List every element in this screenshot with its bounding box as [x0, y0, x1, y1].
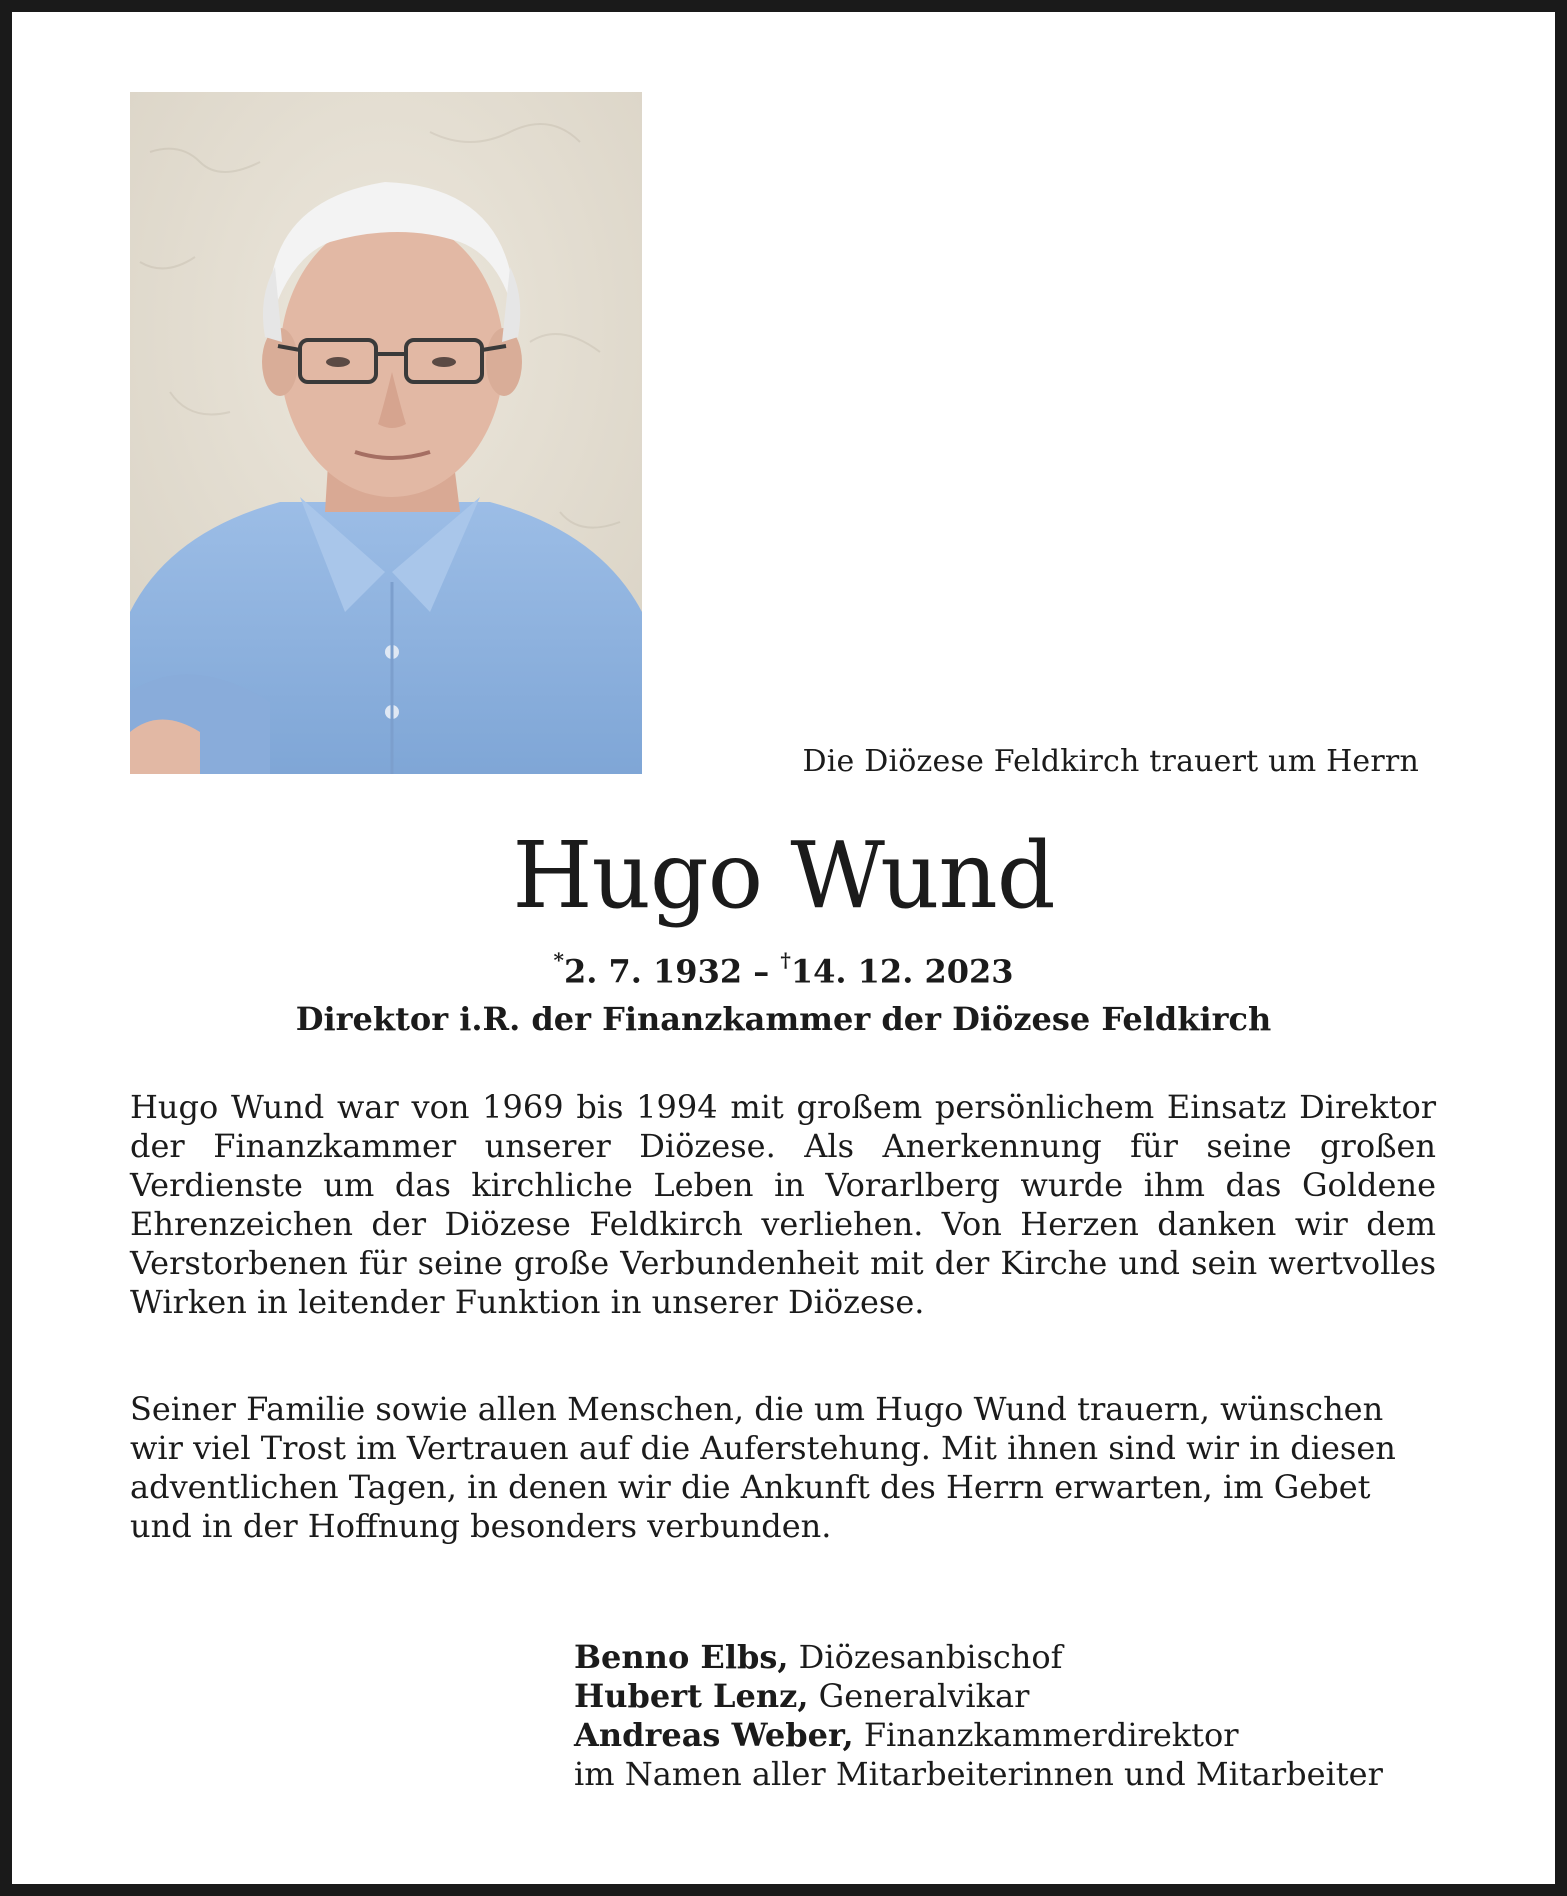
birth-date: 2. 7. 1932: [563, 952, 743, 991]
death-symbol: †: [780, 948, 791, 972]
deceased-name: Hugo Wund: [512, 822, 1055, 929]
portrait-photo-icon: [130, 92, 642, 774]
life-dates: [12, 948, 1555, 991]
signature-line: [574, 1716, 1383, 1755]
date-separator: –: [742, 952, 781, 991]
signature-name: Andreas Weber,: [574, 1716, 854, 1754]
signature-footer: im Namen aller Mitarbeiterinnen und Mitarbeiter: [574, 1755, 1383, 1793]
deceased-role: Direktor i.R. der Finanzkammer der Diözese Feldkirch: [295, 1000, 1272, 1038]
intro-text: Die Diözese Feldkirch trauert um Herrn: [802, 744, 1419, 779]
signature-line: [574, 1638, 1383, 1677]
birth-symbol: *: [553, 948, 564, 972]
portrait-photo: [130, 92, 642, 774]
death-date: 14. 12. 2023: [790, 952, 1014, 991]
signature-title: Finanzkammerdirektor: [853, 1716, 1239, 1754]
signature-title: Diözesanbischof: [788, 1638, 1063, 1676]
signatures-block: [574, 1638, 1383, 1794]
signature-name: Benno Elbs,: [574, 1638, 789, 1676]
signature-title: Generalvikar: [808, 1677, 1030, 1715]
obituary-page: [12, 12, 1555, 1884]
signature-name: Hubert Lenz,: [574, 1677, 809, 1715]
tribute-paragraph: Hugo Wund war von 1969 bis 1994 mit großem persönlichem Einsatz Direktor der Finanzkammer unserer Diözese. Als Anerkennung für seine großen Verdienste um das kirchliche Leben in Vorarlberg wurde ihm das Goldene Ehrenzeichen der Diözese Feldkirch verliehen. Von Herzen danken wir dem Verstorbenen für seine große Verbundenheit mit der Kirche und sein wertvolles Wirken in leitender Funktion in unserer Diözese.: [130, 1088, 1436, 1321]
condolence-paragraph: Seiner Familie sowie allen Menschen, die um Hugo Wund trauern, wünschen wir viel Trost im Vertrauen auf die Auferstehung. Mit ihnen sind wir in diesen adventlichen Tagen, in denen wir die Ankunft des Herrn erwarten, im Gebet und in der Hoffnung besonders verbunden.: [130, 1390, 1396, 1545]
signature-line: [574, 1677, 1383, 1716]
